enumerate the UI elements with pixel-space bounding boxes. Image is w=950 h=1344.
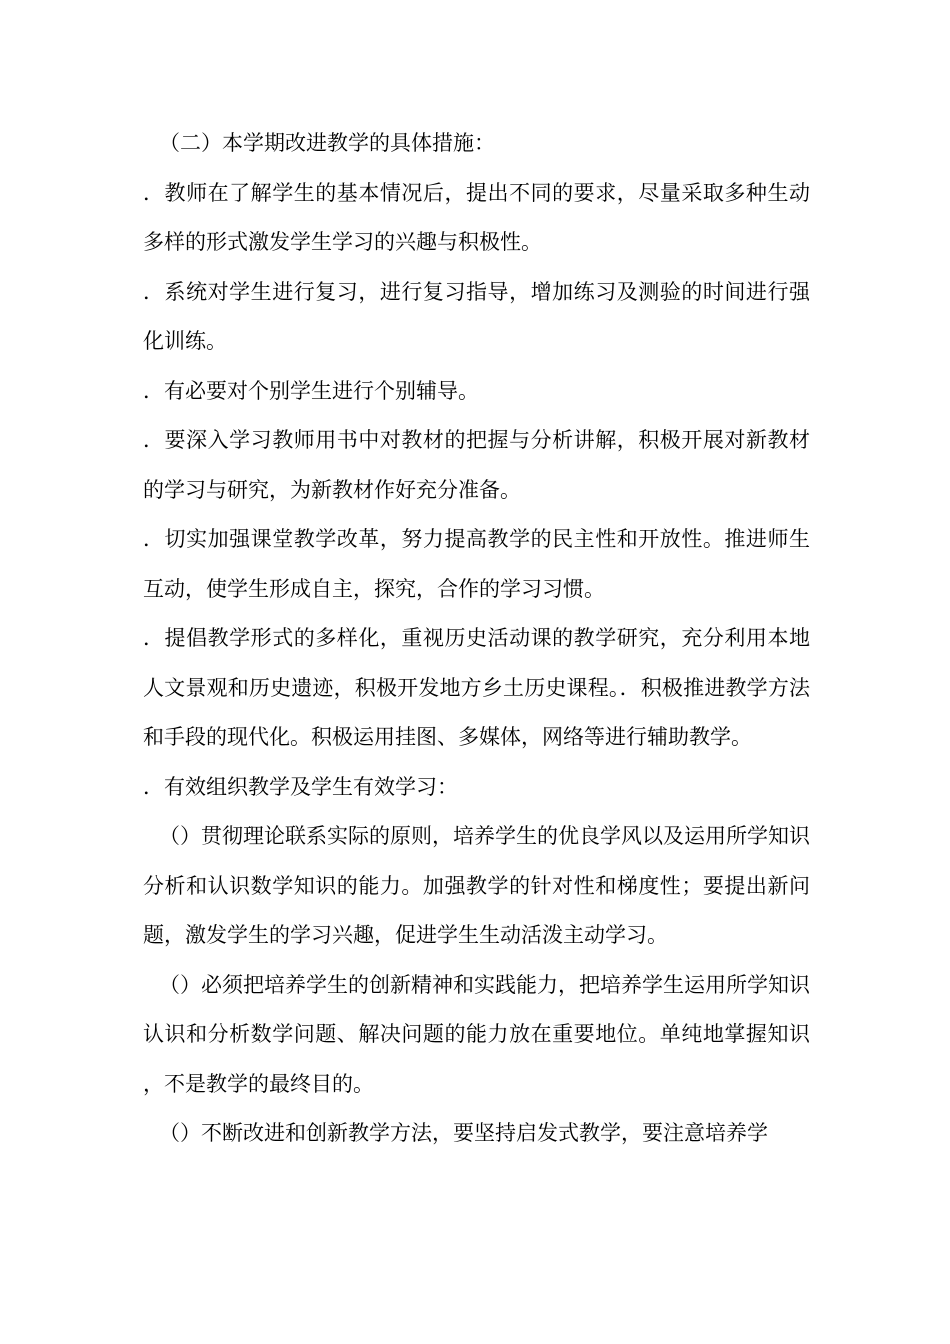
paragraph: （）必须把培养学生的创新精神和实践能力，把培养学生运用所学知识认识和分析数学问题、解决问题的能力放在重要地位。单纯地掌握知识，不是教学的最终目的。	[143, 972, 810, 1096]
paragraph: ．有效组织教学及学生有效学习：	[143, 774, 458, 799]
paragraph: ．有必要对个别学生进行个别辅导。	[143, 378, 479, 403]
paragraph: ．提倡教学形式的多样化，重视历史活动课的教学研究，充分利用本地人文景观和历史遗迹，积极开发地方乡土历史课程。．积极推进教学方法和手段的现代化。积极运用挂图、多媒体，网络等进行辅助教学。	[143, 626, 810, 749]
paragraph: ．系统对学生进行复习，进行复习指导，增加练习及测验的时间进行强化训练。	[143, 279, 810, 353]
paragraph: ．要深入学习教师用书中对教材的把握与分析讲解，积极开展对新教材的学习与研究，为新教材作好充分准备。	[143, 428, 810, 502]
section-heading: （二）本学期改进教学的具体措施：	[159, 131, 495, 155]
paragraph: ．教师在了解学生的基本情况后，提出不同的要求，尽量采取多种生动多样的形式激发学生学习的兴趣与积极性。	[143, 180, 810, 254]
document-body	[143, 119, 810, 1159]
paragraph: （）贯彻理论联系实际的原则，培养学生的优良学风以及运用所学知识分析和认识数学知识的能力。加强教学的针对性和梯度性；要提出新问题，激发学生的学习兴趣，促进学生生动活泼主动学习。	[143, 824, 810, 947]
paragraph: （）不断改进和创新教学方法，要坚持启发式教学，要注意培养学	[159, 1121, 768, 1145]
paragraph: ．切实加强课堂教学改革，努力提高教学的民主性和开放性。推进师生互动，使学生形成自主，探究，合作的学习习惯。	[143, 527, 810, 601]
